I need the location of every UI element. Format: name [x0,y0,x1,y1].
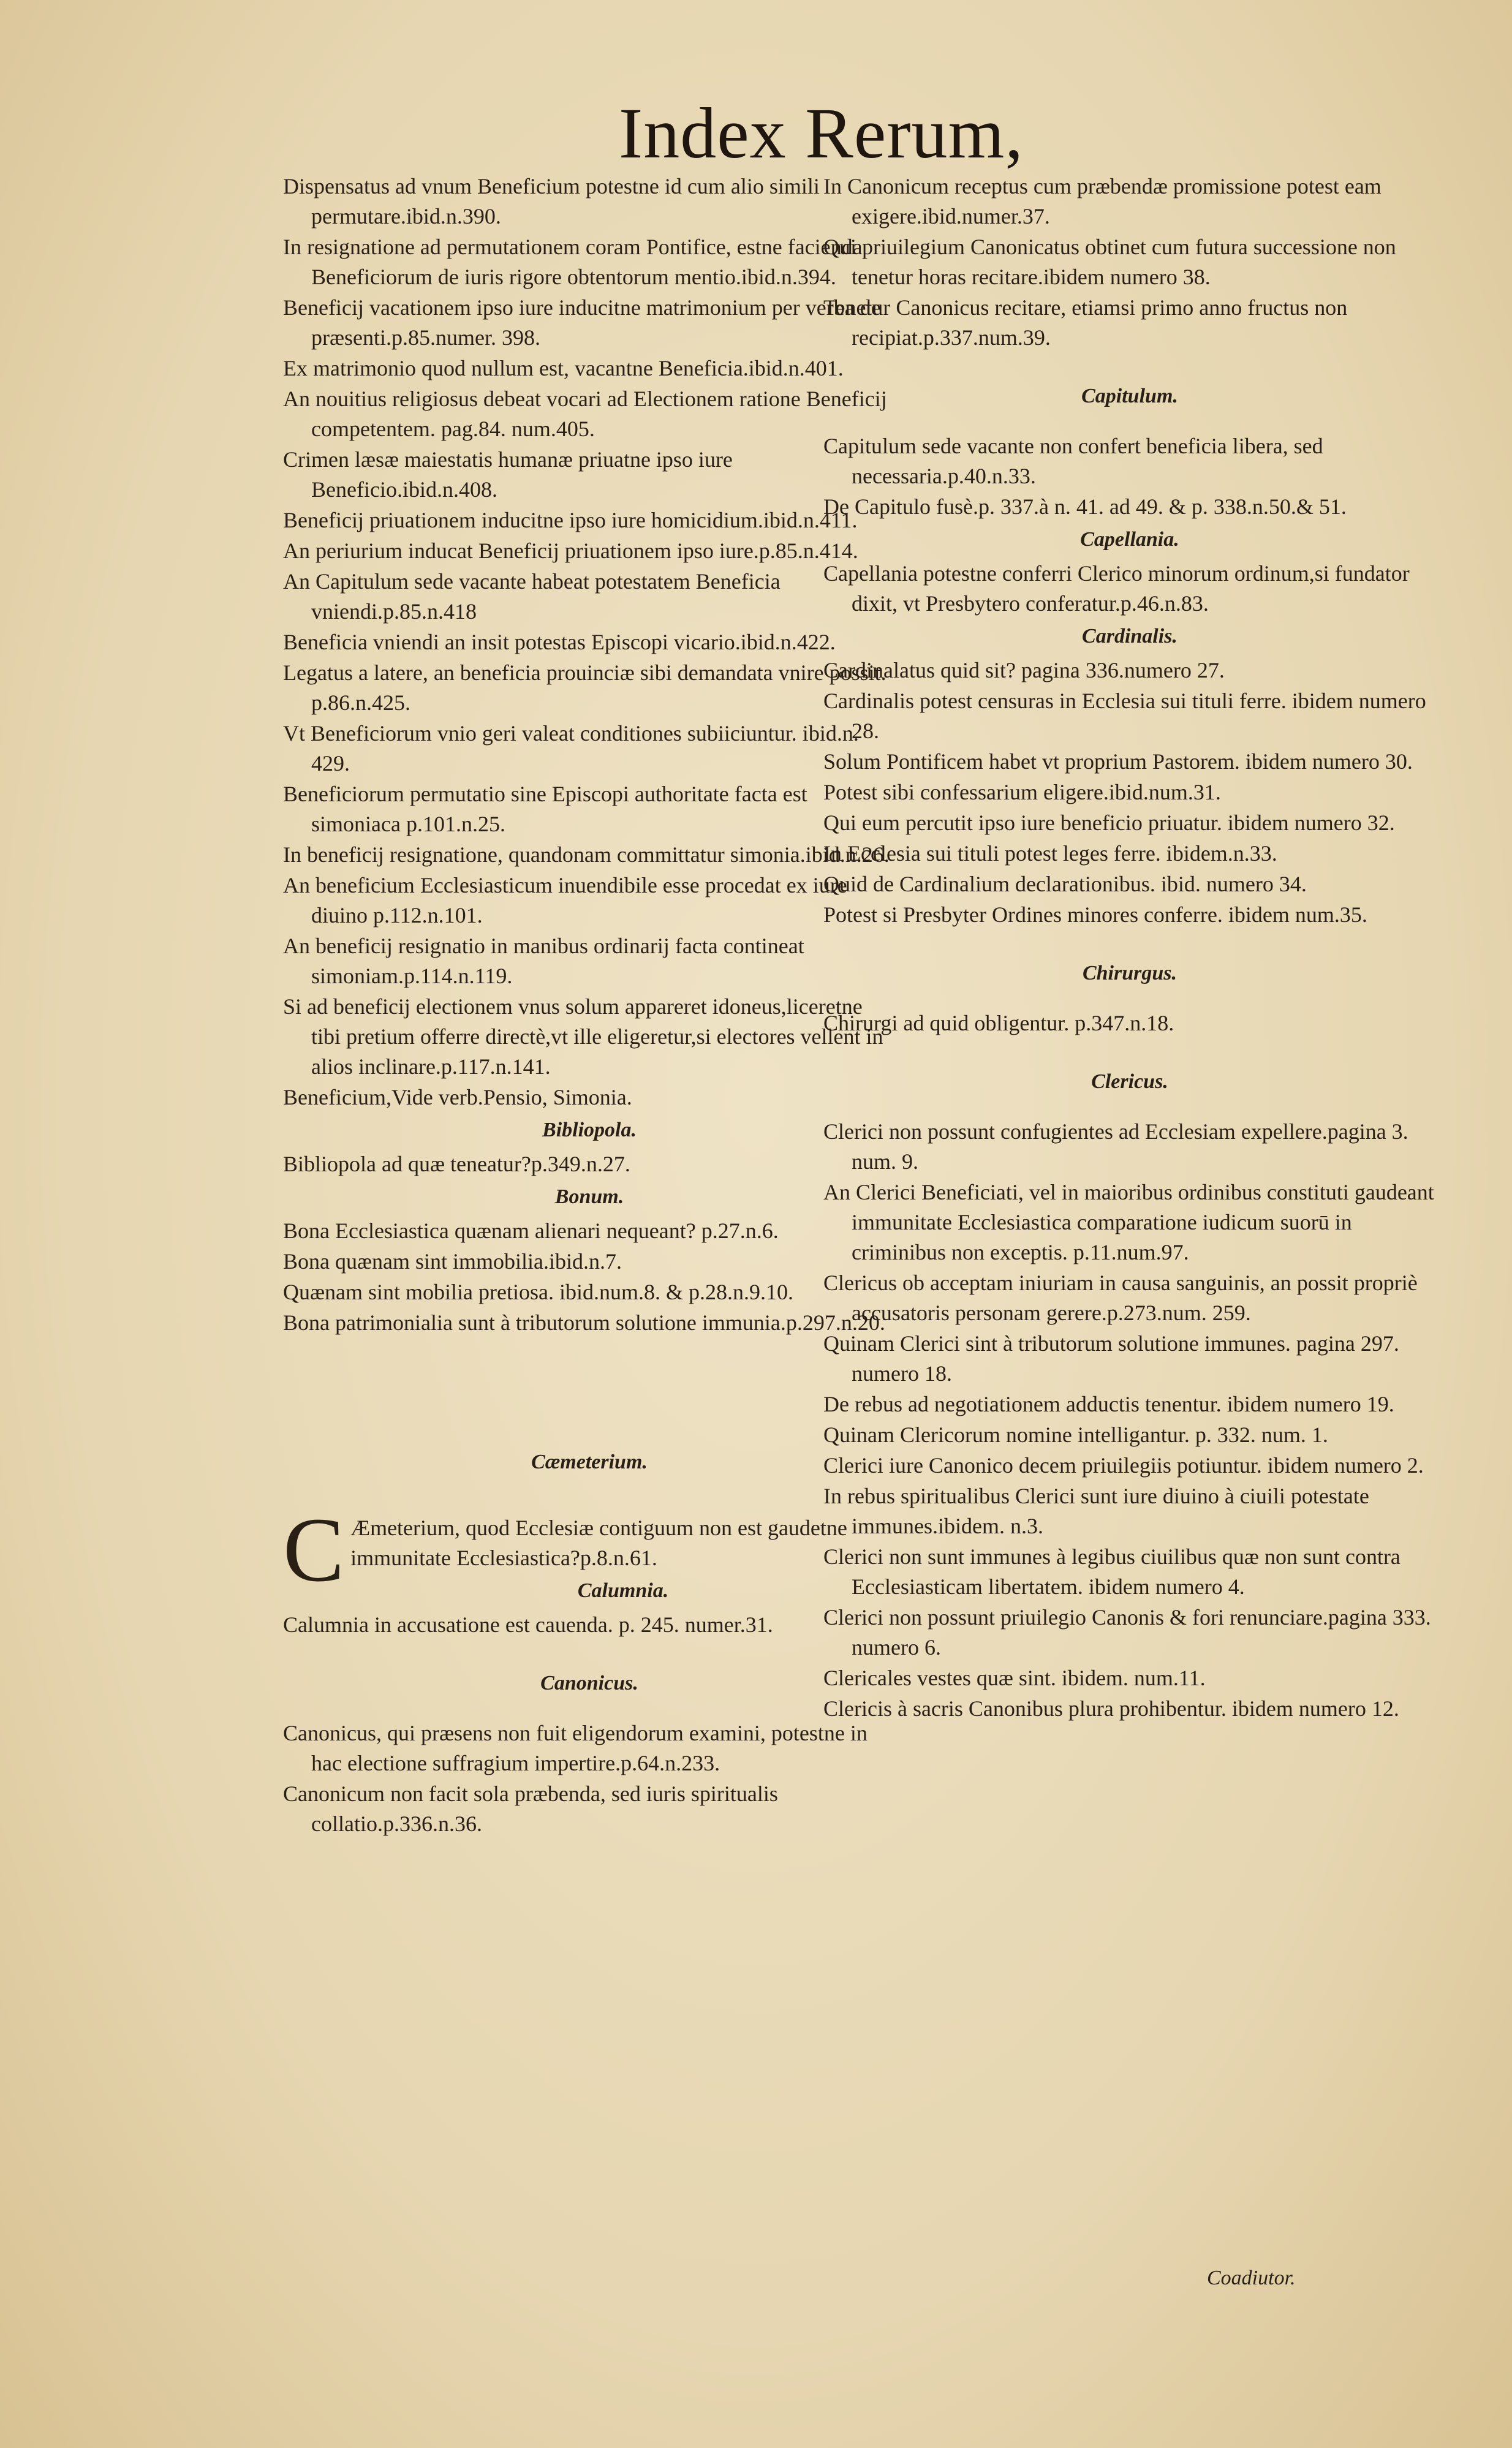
index-heading: Chirurgus. [1082,962,1177,984]
index-entry: Clericis à sacris Canonibus plura prohibentur. ibidem numero 12. [823,1696,1399,1721]
index-entry: De Capitulo fusè.p. 337.à n. 41. ad 49. & p. 338.n.50.& 51. [823,494,1347,519]
index-entry: Potest si Presbyter Ordines minores conferre. ibidem num.35. [823,902,1367,927]
index-heading: Clericus. [1091,1070,1168,1093]
index-entry: An beneficium Ecclesiasticum inuendibile esse procedat ex iure diuino p.112.n.101. [283,873,847,927]
index-entry: Chirurgi ad quid obligentur. p.347.n.18. [823,1011,1174,1035]
catchword: Coadiutor. [1207,2267,1296,2289]
index-heading: Canonicus. [540,1672,638,1694]
running-head: Index Rerum, [619,93,1024,173]
index-entry: Bona patrimonialia sunt à tributorum solutione immunia.p.297.n.20. [283,1310,885,1335]
index-entry: Calumnia in accusatione est cauenda. p. 245. numer.31. [283,1612,773,1637]
index-heading: Capellania. [1080,528,1179,551]
index-entry: In resignatione ad permutationem coram Pontifice, estne facienda Beneficiorum de iuris rigore obtentorum mentio.ibid.n.394. [283,235,863,289]
index-entry: Qui priuilegium Canonicatus obtinet cum futura successione non tenetur horas recitare.ibidem numero 38. [823,235,1396,289]
index-entry: Ex matrimonio quod nullum est, vacantne Beneficia.ibid.n.401. [283,356,844,380]
index-entry: An periurium inducat Beneficij priuationem ipso iure.p.85.n.414. [283,538,858,563]
index-entry: Clerici iure Canonico decem priuilegiis potiuntur. ibidem numero 2. [823,1453,1424,1478]
index-entry: Quinam Clerici sint à tributorum solutione immunes. pagina 297. numero 18. [823,1331,1399,1386]
entry-text: Æmeterium, quod Ecclesiæ contiguum non est gaudetne immunitate Ecclesiastica?p.8.n.61. [350,1516,847,1570]
index-entry: Clerici non sunt immunes à legibus ciuilibus quæ non sunt contra Ecclesiasticam libertatem. ibidem numero 4. [823,1544,1400,1599]
index-entry: Bibliopola ad quæ teneatur?p.349.n.27. [283,1152,630,1176]
index-entry: In Ecclesia sui tituli potest leges ferre. ibidem.n.33. [823,841,1277,866]
index-entry: Quid de Cardinalium declarationibus. ibid. numero 34. [823,872,1307,896]
index-heading: Cæmeterium. [531,1451,648,1473]
index-entry: Beneficiorum permutatio sine Episcopi authoritate facta est simoniaca p.101.n.25. [283,782,807,836]
index-entry: Vt Beneficiorum vnio geri valeat conditiones subiiciuntur. ibid.n. 429. [283,721,859,776]
index-heading: Bonum. [554,1185,624,1208]
index-entry: Legatus a latere, an beneficia prouinciæ sibi demandata vnire possit. p.86.n.425. [283,660,886,715]
index-entry: Beneficium,Vide verb.Pensio, Simonia. [283,1085,632,1109]
index-entry: Beneficij priuationem inducitne ipso iure homicidium.ibid.n.411. [283,508,858,532]
index-entry: Clerici non possunt priuilegio Canonis & fori renunciare.pagina 333. numero 6. [823,1605,1431,1660]
index-entry: Crimen læsæ maiestatis humanæ priuatne ipso iure Beneficio.ibid.n.408. [283,447,733,502]
index-entry: Si ad beneficij electionem vnus solum appareret idoneus,liceretne tibi pretium offerre directè,vt ille eligeretur,si electores vellent in alios inclinare.p.117.n.141. [283,994,883,1079]
index-entry: An Capitulum sede vacante habeat potestatem Beneficia vniendi.p.85.n.418 [283,569,781,624]
index-heading: Cardinalis. [1082,625,1177,648]
index-entry: Quinam Clericorum nomine intelligantur. p. 332. num. 1. [823,1422,1328,1447]
index-heading: Calumnia. [577,1579,669,1602]
index-entry: Bona quænam sint immobilia.ibid.n.7. [283,1249,622,1274]
index-entry: Capellania potestne conferri Clerico minorum ordinum,si fundator dixit, vt Presbytero conferatur.p.46.n.83. [823,561,1410,616]
index-entry: Canonicum non facit sola præbenda, sed iuris spiritualis collatio.p.336.n.36. [283,1781,778,1836]
index-entry: Capitulum sede vacante non confert beneficia libera, sed necessaria.p.40.n.33. [823,434,1323,488]
index-entry: Clerici non possunt confugientes ad Ecclesiam expellere.pagina 3. num. 9. [823,1119,1408,1174]
index-entry: Clericus ob acceptam iniuriam in causa sanguinis, an possit propriè accusatoris personam gerere.p.273.num. 259. [823,1271,1418,1325]
index-entry: Qui eum percutit ipso iure beneficio priuatur. ibidem numero 32. [823,810,1395,835]
index-entry: In Canonicum receptus cum præbendæ promissione potest eam exigere.ibid.numer.37. [823,174,1382,229]
index-entry: Solum Pontificem habet vt proprium Pastorem. ibidem numero 30. [823,749,1413,774]
index-entry: In rebus spiritualibus Clerici sunt iure diuino à ciuili potestate immunes.ibidem. n.3. [823,1484,1369,1538]
index-heading: Bibliopola. [542,1119,637,1141]
left-column [283,172,896,1840]
right-column [823,172,1436,1725]
index-entry: Cardinalatus quid sit? pagina 336.numero 27. [823,658,1225,682]
index-entry: De rebus ad negotiationem adductis tenentur. ibidem numero 19. [823,1392,1394,1416]
index-entry: An beneficij resignatio in manibus ordinarij facta contineat simoniam.p.114.n.119. [283,934,804,988]
index-entry: Canonicus, qui præsens non fuit eligendorum examini, potestne in hac electione suffragium impertire.p.64.n.233. [283,1721,868,1775]
index-entry: Dispensatus ad vnum Beneficium potestne id cum alio simili permutare.ibid.n.390. [283,174,820,229]
index-entry: Clericales vestes quæ sint. ibidem. num.11. [823,1666,1206,1690]
index-entry: An Clerici Beneficiati, vel in maioribus ordinibus constituti gaudeant immunitate Ecclesiastica comparatione iudicum suorū in criminibus non exceptis. p.11.num.97. [823,1180,1434,1264]
index-entry: In beneficij resignatione, quandonam committatur simonia.ibid.n.26. [283,842,890,867]
index-entry: Tenetur Canonicus recitare, etiamsi primo anno fructus non recipiat.p.337.num.39. [823,295,1348,350]
drop-capital: C [283,1499,345,1601]
index-entry: Potest sibi confessarium eligere.ibid.num.31. [823,780,1221,804]
index-heading: Capitulum. [1081,385,1178,407]
index-entry: Bona Ecclesiastica quænam alienari nequeant? p.27.n.6. [283,1218,779,1243]
index-entry: Quænam sint mobilia pretiosa. ibid.num.8. & p.28.n.9.10. [283,1280,793,1304]
index-entry: Beneficia vniendi an insit potestas Episcopi vicario.ibid.n.422. [283,630,836,654]
index-entry: An nouitius religiosus debeat vocari ad Electionem ratione Beneficij competentem. pag.84. num.405. [283,387,887,441]
index-entry: Cardinalis potest censuras in Ecclesia sui tituli ferre. ibidem numero 28. [823,689,1426,743]
index-entry: Beneficij vacationem ipso iure inducitne matrimonium per verba de præsenti.p.85.numer. 398. [283,295,881,350]
